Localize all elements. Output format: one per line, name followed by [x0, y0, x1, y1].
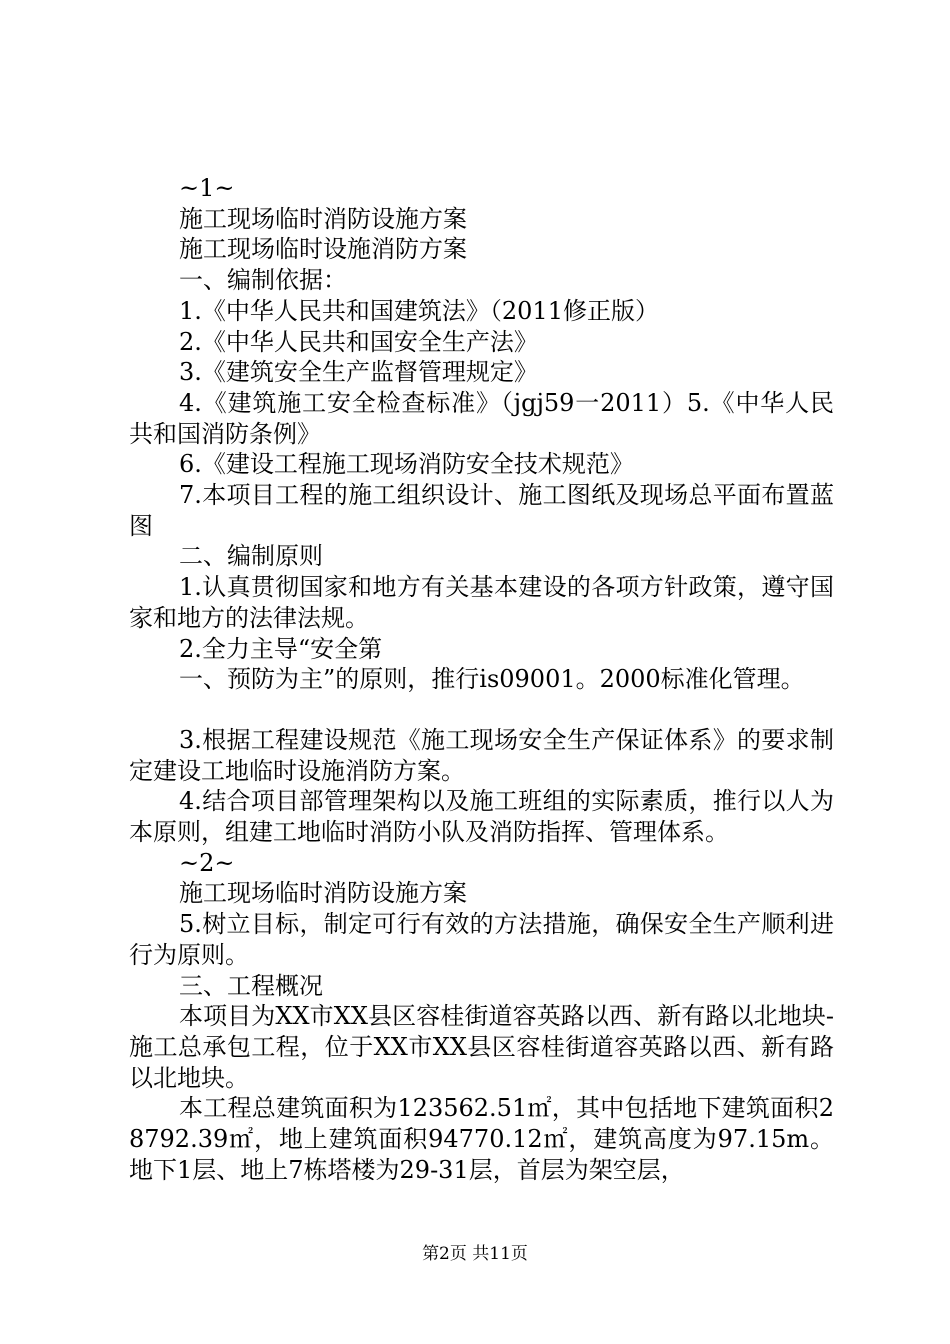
- principle-item-1: 1.认真贯彻国家和地方有关基本建设的各项方针政策，遵守国家和地方的法律法规。: [129, 573, 834, 632]
- principle-item-2-cont: 一、预防为主”的原则，推行is09001。2000标准化管理。: [179, 665, 805, 694]
- basis-item-4-5: 4.《建筑施工安全检查标准》（jgj59一2011）5.《中华人民共和国消防条例》: [129, 388, 834, 448]
- basis-item-7: 7.本项目工程的施工组织设计、施工图纸及现场总平面布置蓝图: [129, 481, 834, 540]
- page-marker-1: ~1~: [179, 174, 235, 202]
- page-marker-2: ~2~: [179, 848, 235, 877]
- section-heading-basis: 一、编制依据：: [179, 266, 347, 295]
- document-body: [129, 173, 834, 1186]
- basis-item-3: 3.《建筑安全生产监督管理规定》: [179, 358, 538, 387]
- page-footer: 第2页 共11页: [422, 1244, 528, 1264]
- paragraph-gap: [129, 695, 834, 725]
- document-subtitle: 施工现场临时设施消防方案: [179, 235, 467, 264]
- section-heading-principles: 二、编制原则: [179, 542, 323, 571]
- running-title: 施工现场临时消防设施方案: [179, 879, 467, 908]
- basis-item-1: 1.《中华人民共和国建筑法》（2011修正版）: [179, 296, 659, 325]
- section-heading-overview: 三、工程概况: [179, 971, 323, 1000]
- principle-item-3: 3.根据工程建设规范《施工现场安全生产保证体系》的要求制定建设工地临时设施消防方案。: [129, 725, 834, 785]
- principle-item-5: 5.树立目标，制定可行有效的方法措施，确保安全生产顺利进行为原则。: [129, 910, 834, 969]
- overview-paragraph-2: 本工程总建筑面积为123562.51㎡，其中包括地下建筑面积28792.39㎡，地上建筑面积94770.12㎡，建筑高度为97.15m。地下1层、地上7栋塔楼为29-31层，首层为架空层，: [129, 1094, 834, 1184]
- overview-paragraph-1: 本项目为XX市XX县区容桂街道容英路以西、新有路以北地块-施工总承包工程，位于XX市XX县区容桂街道容英路以西、新有路以北地块。: [129, 1002, 834, 1092]
- basis-item-6: 6.《建设工程施工现场消防安全技术规范》: [179, 450, 634, 479]
- principle-item-4: 4.结合项目部管理架构以及施工班组的实际素质，推行以人为本原则，组建工地临时消防小队及消防指挥、管理体系。: [129, 787, 834, 847]
- basis-item-2: 2.《中华人民共和国安全生产法》: [179, 327, 538, 356]
- document-title: 施工现场临时消防设施方案: [179, 204, 467, 233]
- principle-item-2: 2.全力主导“安全第: [179, 634, 383, 663]
